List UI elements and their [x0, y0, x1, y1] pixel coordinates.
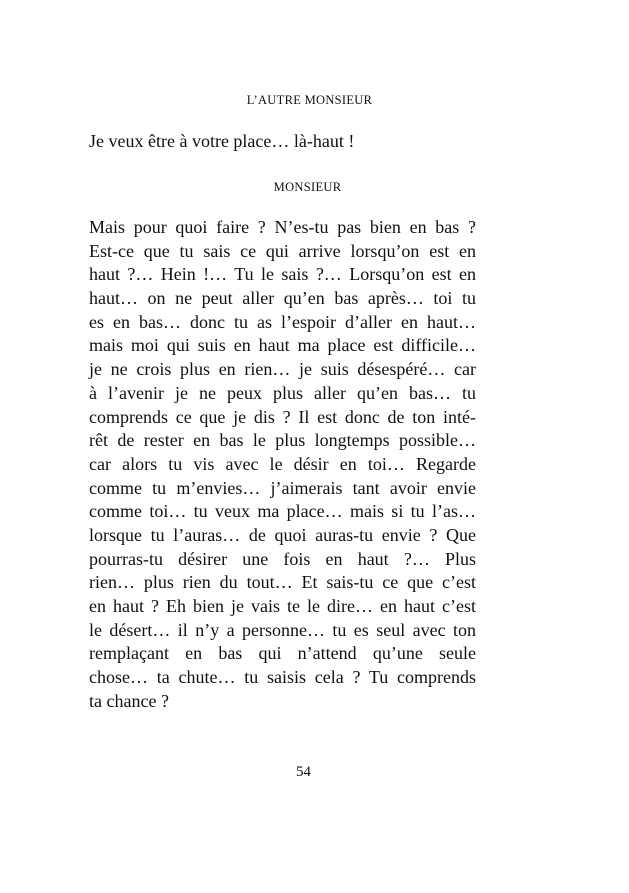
text-line: Est-ce que tu sais ce qui arrive lorsqu’on est en	[89, 240, 476, 261]
dialogue-paragraph-monsieur	[89, 216, 476, 713]
text-line: Mais pour quoi faire ? N’es-tu pas bien en bas ?	[89, 217, 476, 237]
text-line: ta chance ?	[89, 690, 169, 711]
text-line: comme tu m’envies… j’aimerais tant avoir envie	[89, 477, 476, 498]
text-line: haut… on ne peut aller qu’en bas après… toi tu	[89, 288, 476, 309]
page-number: 54	[296, 764, 311, 780]
text-line: es en bas… donc tu as l’espoir d’aller en haut…	[89, 311, 476, 332]
speaker-name-l-autre-monsieur: L’AUTRE MONSIEUR	[246, 93, 373, 107]
text-line: remplaçant en bas qui n’attend qu’une seule	[89, 643, 476, 664]
text-line: mais moi qui suis en haut ma place est difficile…	[89, 335, 476, 356]
text-line: rien… plus rien du tout… Et sais-tu ce que c’est	[89, 572, 476, 593]
text-line: en haut ? Eh bien je vais te le dire… en haut c’est	[89, 596, 476, 616]
text-line: à l’avenir je ne peux plus aller qu’en bas… tu	[89, 382, 476, 403]
text-line: pourras-tu désirer une fois en haut ?… Plus	[89, 548, 476, 569]
text-line: le désert… il n’y a personne… tu es seul avec ton	[89, 619, 476, 640]
text-line: je ne crois plus en rien… je suis désespéré… car	[89, 359, 476, 380]
text-line: car alors tu vis avec le désir en toi… Regarde	[89, 453, 476, 474]
text-line: comprends ce que je dis ? Il est donc de ton inté-	[89, 406, 476, 427]
dialogue-line-l-autre-monsieur: Je veux être à votre place… là-haut !	[89, 131, 355, 151]
speaker-name-monsieur: MONSIEUR	[273, 180, 342, 194]
text-line: chose… ta chute… tu saisis cela ? Tu comprends	[89, 667, 476, 688]
text-line: lorsque tu l’auras… de quoi auras-tu envie ? Que	[89, 524, 476, 545]
text-line: rêt de rester en bas le plus longtemps possible…	[89, 430, 476, 451]
text-line: comme toi… tu veux ma place… mais si tu l’as…	[89, 501, 476, 522]
text-line: haut ?… Hein !… Tu le sais ?… Lorsqu’on est en	[89, 264, 476, 285]
